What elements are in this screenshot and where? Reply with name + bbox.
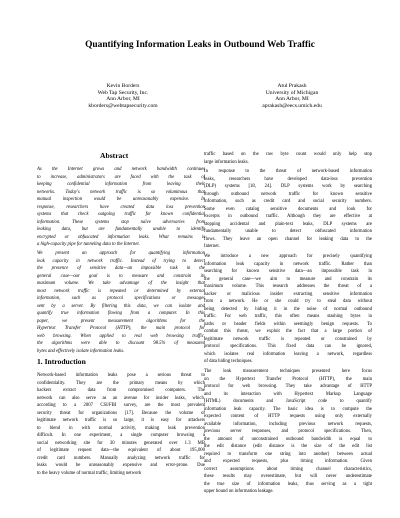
text-line: keeping confidential information from leaving their [37, 182, 205, 187]
text-line: social networking site for 30 minutes generated over 1.3 MB [37, 440, 205, 446]
text-line: information leak capacity in network traffic. Rather than [204, 261, 372, 267]
text-line: being detected by hiding it in the noise of normal outbound [204, 306, 372, 312]
author-affiliation: University of Michigan [265, 89, 319, 96]
text-line: difficult. In one experiment, a single computer browsing a [37, 433, 205, 438]
text-line: information. These systems stop naïve adversaries from [37, 219, 205, 225]
text-line: upper bound on information leakage. [204, 489, 274, 494]
abstract-paragraph-1 [37, 166, 205, 249]
text-line: which isolates real information leaving a network, regardless [204, 351, 372, 357]
text-line: response, researchers have created data loss prevention [37, 204, 205, 210]
text-line: stopping accidental and plain-text leaks, DLP systems are [204, 221, 372, 227]
text-line: general case—our goal is to measure and constrain its [37, 273, 205, 279]
introduction-paragraph-1 [37, 372, 205, 477]
text-line: paths or header fields within seemingly benign requests. To [204, 321, 372, 327]
text-line: paper, we present measurement algorithms for the [37, 318, 205, 324]
text-line: according to a 2007 CSI/FBI survey, are the most prevalent [37, 403, 205, 408]
text-line: information leak capacity. The basic idea is to compute the [204, 406, 372, 412]
text-line: a high-capacity pipe for tunneling data to the Internet. [37, 242, 140, 247]
text-line: network can also serve as an avenue for insider leaks, which, [37, 395, 205, 401]
right-paragraph-3 [204, 368, 372, 496]
author-block-1 [48, 83, 198, 109]
author-block-2 [217, 83, 367, 109]
text-line: hackers extract data from compromised computers. The [37, 388, 205, 393]
text-line: flows. They leave an open channel for leaking data to the [204, 236, 372, 242]
text-line: protocol specifications. This fixed data can be ignored, [204, 344, 372, 349]
text-line: correct assumptions about timing channel characteristics, [204, 466, 372, 472]
text-line: maximum volume. This research addresses the threat of a [204, 284, 372, 289]
text-line: leak capacity in network traffic. Instead of trying to detect [37, 258, 205, 264]
right-paragraph-2 [204, 253, 372, 366]
text-line: (HTML) documents and JavaScript code to quantify [204, 399, 372, 404]
text-line: protocol for web browsing. They take advantage of HTTP [204, 384, 372, 389]
text-line: from a network. He or she could try to steal data without [204, 299, 372, 304]
text-line: Network-based information leaks pose a serious threat to [37, 373, 205, 378]
text-line: (DLP) systems [18, 24]. DLP systems work by searching [204, 184, 372, 189]
text-line: most network traffic is repeated or determined by external [37, 288, 205, 294]
author-name: Kevin Borders [106, 83, 140, 89]
text-line: and expected requests, plus timing information. Given [204, 459, 372, 464]
text-line: previous server responses, and protocol specifications. Then, [204, 429, 372, 434]
text-line: sent by a server. By filtering this data, we can isolate and [37, 303, 205, 309]
author-location: Ann Arbor, MI [106, 96, 140, 103]
text-line: excerpts in outbound traffic. Although they are effective at [204, 214, 372, 219]
author-email: kborders@webtapsecurity.com [88, 102, 158, 109]
text-line: the general case—we aim to measure and constrain its [204, 276, 372, 282]
text-line: information, such as protocol specifications or messages [37, 296, 205, 301]
text-line: the amount of unconstrained outbound bandwidth is equal to [204, 436, 372, 442]
abstract-heading: Abstract [100, 151, 129, 160]
text-line: to the heavy volume of normal traffic, limiting network [37, 470, 142, 476]
text-line: networks. Today's network traffic is so voluminous that [37, 189, 205, 195]
text-line: combat this threat, we exploit the fact that a large portion of [204, 329, 372, 334]
text-line: to increase, administrators are faced with the task of [37, 174, 205, 180]
text-line: Hypertext Transfer Protocol (HTTP), the main protocol for [37, 326, 205, 331]
text-line: on the Hypertext Transfer Protocol (HTTP), the main [204, 376, 372, 382]
text-line: expected content of HTTP requests using only externally [204, 414, 372, 419]
abstract-paragraph-2 [37, 250, 205, 355]
text-line: leaks, researchers have developed data-loss prevention [204, 176, 372, 182]
text-line: credit card numbers. Manually analyzing network traffic for [37, 455, 205, 461]
text-line: searching for known sensitive data—an impossible task in [204, 269, 372, 274]
text-line: the algorithms were able to discount 98.5% of measured [37, 341, 205, 346]
text-line: the edit distance (edit distance is the size of the edit list [204, 444, 372, 449]
author-email: aprakash@eecs.umich.edu [262, 102, 322, 109]
author-affiliation: Web Tap Security, Inc. [97, 89, 149, 96]
text-line: bytes and effectively isolate information leaks. [37, 348, 125, 354]
text-line: of data hiding techniques. [204, 359, 253, 364]
text-line: systems that check outgoing traffic for known confidential [37, 212, 205, 217]
text-line: hacker or malicious insider extracting sensitive information [204, 291, 372, 297]
text-line: In response to the threat of network-based information [204, 169, 372, 174]
text-line: security threat for organizations [17]. Because the volume of [37, 410, 205, 416]
text-line: these results may overestimate, but will never underestimate [204, 474, 372, 479]
text-line: quantify true information flowing from a computer. In this [37, 311, 205, 316]
text-line: traffic. For web traffic, this often means stashing bytes in [204, 314, 372, 319]
text-line: Internet. [204, 244, 220, 249]
text-line: large information leaks. [204, 159, 249, 165]
text-line: available information, including previous network requests, [204, 421, 372, 427]
text-line: confidentiality. They are the primary means by which [37, 380, 205, 386]
text-line: We introduce a new approach for precisely quantifying [204, 254, 372, 259]
text-line: the true size of information leaks, thus serving as a tight [204, 481, 372, 487]
text-line: required to transform one string into another) between actual [204, 451, 372, 457]
text-line: the presence of sensitive data—an impossible task in the [37, 266, 205, 271]
text-line: Some even catalog sensitive documents and look for [204, 206, 372, 212]
paper-title: Quantifying Information Leaks in Outbound Web Traffic [85, 40, 315, 50]
text-line: The leak measurement techniques presented here focus [204, 369, 372, 374]
introduction-heading: 1. Introduction [37, 357, 86, 366]
text-line: of legitimate request data—the equivalent of about 195,000 [37, 448, 205, 453]
text-line: leaking data, but are fundamentally unable to identify [37, 227, 205, 232]
text-line: traffic based on the raw byte count would only help stop [204, 152, 372, 157]
text-line: We present an approach for quantifying information [37, 251, 205, 256]
text-line: leaks would be unreasonably expensive and error-prone. Due [37, 463, 205, 468]
text-line: encrypted or obfuscated information leaks. What remains is [37, 234, 205, 240]
text-line: web browsing. When applied to real web browsing traffic, [37, 333, 205, 339]
text-line: and its interaction with Hypertext Markup Language [204, 391, 372, 397]
text-line: information, such as credit card and social security numbers. [204, 199, 372, 204]
text-line: to blend in with normal activity, making leak prevention [37, 425, 205, 431]
right-paragraph-0 [204, 151, 372, 166]
text-line: through outbound network traffic for known sensitive [204, 191, 372, 197]
author-location: Ann Arbor, MI [275, 96, 309, 103]
text-line: As the Internet grows and network bandwidth continues [37, 167, 205, 172]
text-line: manual inspection would be unreasonably expensive. In [37, 197, 205, 202]
text-line: fundamentally unable to detect obfuscated information [204, 229, 372, 234]
right-paragraph-1 [204, 168, 372, 251]
text-line: legitimate network traffic is repeated or constrained by [204, 336, 372, 342]
text-line: maximum volume. We take advantage of the insight that [37, 281, 205, 286]
author-name: Atul Prakash [277, 83, 307, 89]
text-line: legitimate network traffic is so large, it is easy for attackers [37, 418, 205, 423]
